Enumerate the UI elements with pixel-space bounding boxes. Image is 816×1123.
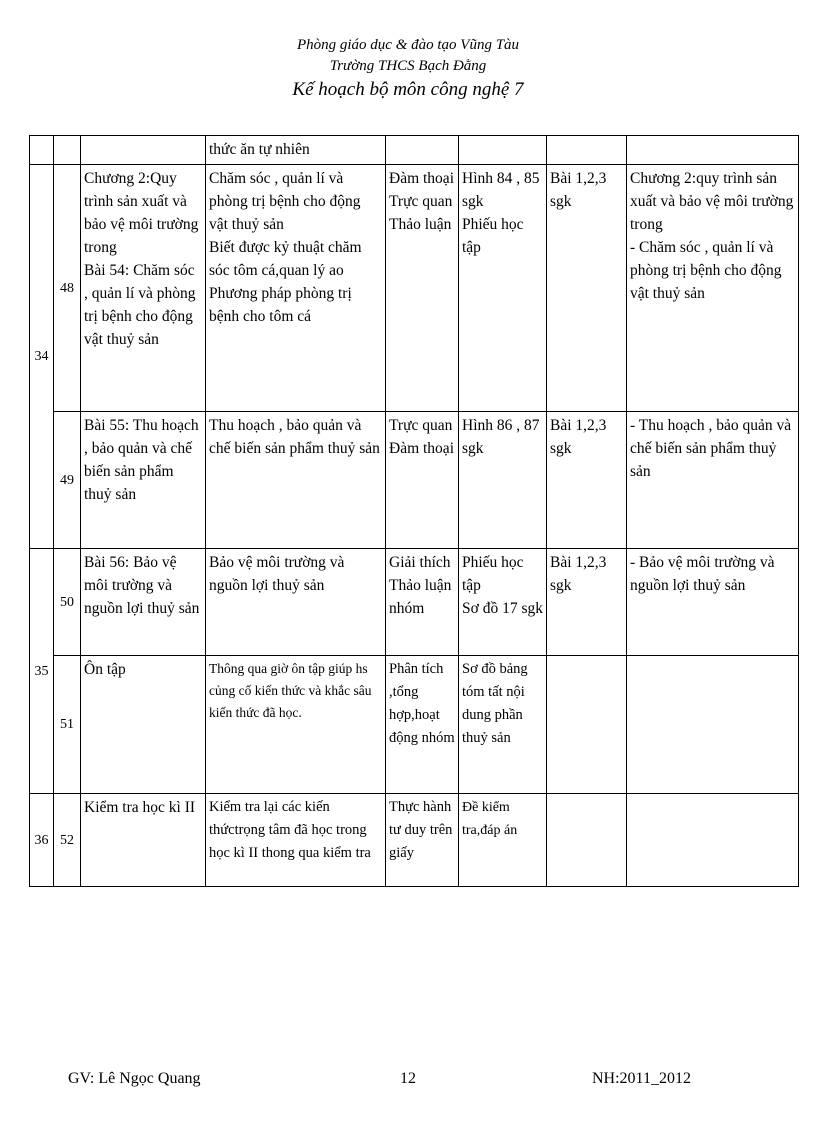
exercise-cell: Bài 1,2,3 sgk (547, 412, 627, 549)
material-cell: Hình 84 , 85 sgk Phiếu học tập (459, 165, 547, 412)
table-row (30, 136, 799, 165)
week-cell: 36 (30, 794, 54, 887)
objective-cell: Thu hoạch , bảo quản và chế biến sản phẩm thuỷ sản (206, 412, 386, 549)
lesson-title-cell: Chương 2:Quy trình sản xuất và bảo vệ môi trường trong Bài 54: Chăm sóc , quản lí và phòng trị bệnh cho động vật thuỷ sản (81, 165, 206, 412)
lesson-number-cell: 52 (54, 794, 81, 887)
exercise-cell (547, 656, 627, 794)
lesson-number-cell: 48 (54, 165, 81, 412)
week-cell (30, 136, 54, 165)
material-cell: Đề kiểm tra,đáp án (459, 794, 547, 887)
lesson-title-cell: Kiểm tra học kì II (81, 794, 206, 887)
lesson-title-cell: Bài 56: Bảo vệ môi trường và nguồn lợi thuỷ sản (81, 549, 206, 656)
method-cell: Giải thích Thảo luận nhóm (386, 549, 459, 656)
lesson-number-cell: 49 (54, 412, 81, 549)
objective-cell: thức ăn tự nhiên (206, 136, 386, 165)
table-row (30, 656, 799, 794)
exercise-cell: Bài 1,2,3 sgk (547, 165, 627, 412)
content-cell: - Bảo vệ môi trường và nguồn lợi thuỷ sản (627, 549, 799, 656)
objective-cell: Chăm sóc , quản lí và phòng trị bệnh cho động vật thuỷ sản Biết được kỷ thuật chăm sóc tôm cá,quan lý ao Phương pháp phòng trị bệnh cho tôm cá (206, 165, 386, 412)
lesson-title-cell: Ôn tập (81, 656, 206, 794)
material-cell (459, 136, 547, 165)
lesson-number-cell: 51 (54, 656, 81, 794)
page-header (0, 34, 816, 104)
lesson-title-cell (81, 136, 206, 165)
week-cell: 35 (30, 549, 54, 794)
material-cell: Hình 86 , 87 sgk (459, 412, 547, 549)
lesson-number-cell (54, 136, 81, 165)
table-row (30, 412, 799, 549)
week-cell: 34 (30, 165, 54, 549)
content-cell: Chương 2:quy trình sản xuất và bảo vệ môi trường trong - Chăm sóc , quản lí và phòng trị bệnh cho động vật thuỷ sản (627, 165, 799, 412)
lesson-plan-table (29, 135, 799, 887)
material-cell: Sơ đồ bảng tóm tất nội dung phần thuỷ sản (459, 656, 547, 794)
method-cell: Trực quan Đàm thoại (386, 412, 459, 549)
table-row (30, 549, 799, 656)
method-cell (386, 136, 459, 165)
exercise-cell (547, 794, 627, 887)
objective-cell: Bảo vệ môi trường và nguồn lợi thuỷ sản (206, 549, 386, 656)
content-cell (627, 794, 799, 887)
department-name: Phòng giáo dục & đào tạo Vũng Tàu (296, 37, 520, 53)
school-name: Trường THCS Bạch Đằng (329, 58, 487, 74)
teacher-name: GV: Lê Ngọc Quang (68, 1070, 201, 1087)
table-row (30, 165, 799, 412)
lesson-number-cell: 50 (54, 549, 81, 656)
method-cell: Phân tích ,tổng hợp,hoạt động nhóm (386, 656, 459, 794)
table-row (30, 794, 799, 887)
exercise-cell: Bài 1,2,3 sgk (547, 549, 627, 656)
material-cell: Phiếu học tập Sơ đồ 17 sgk (459, 549, 547, 656)
objective-cell: Kiểm tra lại các kiến thứctrọng tâm đã học trong học kì II thong qua kiểm tra (206, 794, 386, 887)
objective-cell: Thông qua giờ ôn tập giúp hs củng cố kiến thức và khắc sâu kiến thức đã học. (206, 656, 386, 794)
page-number: 12 (400, 1070, 416, 1087)
method-cell: Đàm thoại Trực quan Thảo luận (386, 165, 459, 412)
document-title: Kế hoạch bộ môn công nghệ 7 (292, 79, 524, 100)
school-year: NH:2011_2012 (592, 1070, 691, 1087)
lesson-title-cell: Bài 55: Thu hoạch , bảo quản và chế biến sản phẩm thuỷ sản (81, 412, 206, 549)
content-cell: - Thu hoạch , bảo quản và chế biến sản phẩm thuỷ sản (627, 412, 799, 549)
content-cell (627, 656, 799, 794)
exercise-cell (547, 136, 627, 165)
method-cell: Thực hành tư duy trên giấy (386, 794, 459, 887)
content-cell (627, 136, 799, 165)
